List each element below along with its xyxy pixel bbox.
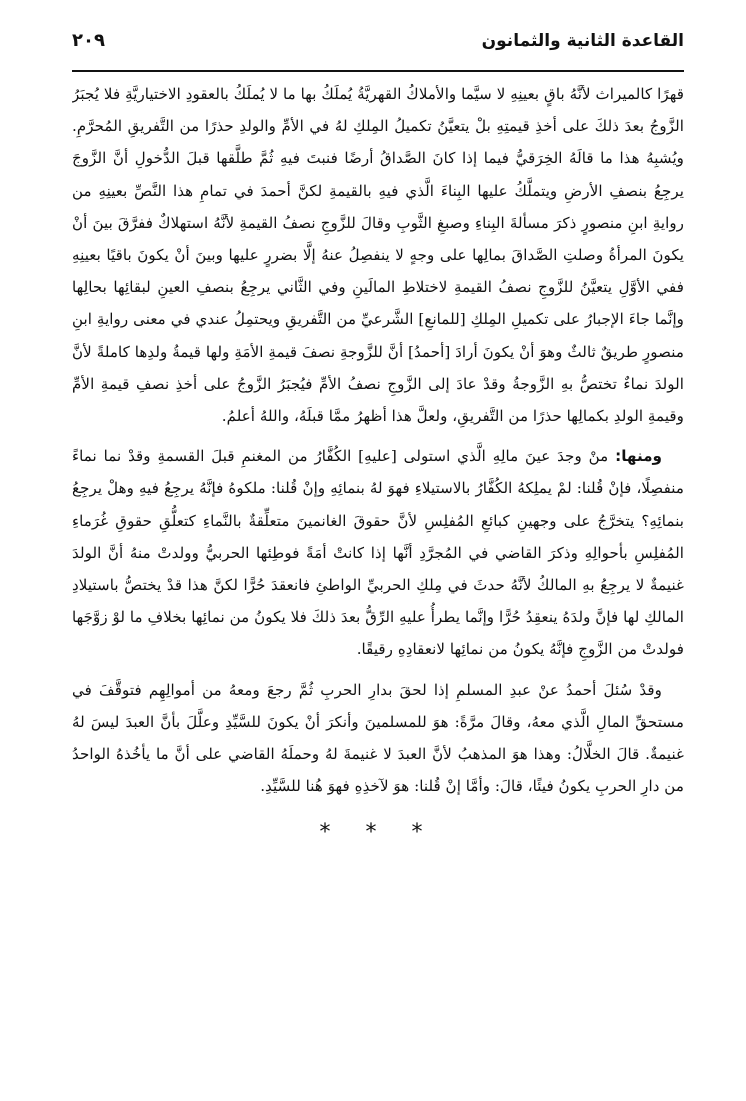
running-header	[72, 30, 684, 70]
chapter-title: القاعدة الثانية والثمانون	[481, 31, 684, 51]
paragraph-gap	[72, 432, 684, 440]
paragraph-3	[72, 674, 684, 803]
header-rule	[72, 70, 684, 72]
paragraph-1-text: قهرًا كالميراث لأنَّهُ باقٍ بعينِهِ لا سيَّما والأملاكُ القهريَّةُ يُملَكُ بها ما لا يُملَكُ بالعقودِ الاختياريَّةِ فلا يُجبَرُ الزَّوجُ بعدَ ذلكَ على أخذِ قيمتِهِ بلْ يتعيَّنُ تكميلُ المِلكِ لهُ في الأمِّ والولدِ حذرًا من التَّفريقِ المُحرَّمِ. ويُشبِهُ هذا ما قالَهُ الخِرَقيُّ فيما إذا كانَ الصَّداقُ أرضًا فنبتَ فيهِ ثُمَّ طلَّقها قبلَ الدُّخولِ أنَّ الزَّوجَ يرجِعُ بنصفِ الأرضِ ويتملَّكُ عليها البِناءَ الَّذي فيهِ بالقيمةِ لكنَّ أحمدَ في تمامِ هذا النَّصِّ بعينِهِ من روايةِ ابنِ منصورٍ ذكرَ مسألةَ البِناءِ وصبغِ الثَّوبِ وقالَ للزَّوجِ نصفُ القيمةِ لأنَّهُ استهلاكٌ ففرَّقَ بينَ أنْ يكونَ المرأةُ وصلتِ الصَّداقَ بمالِها على وجهٍ لا ينفصِلُ عنهُ إلَّا بضررٍ عليها وبينَ أنْ يكونَ باقيًا بعينِهِ ففي الأوَّلِ يتعيَّنُ للزَّوجِ نصفُ القيمةِ لاختلاطِ المالَينِ وفي الثَّاني يرجِعُ بنصفِ العينِ لبقائِها بحالِها وإنَّما جاءَ الإجبارُ على تكميلِ المِلكِ [للمانعِ] الشَّرعيِّ من التَّفريقِ ويحتمِلُ عندي في معنى روايةِ ابنِ منصورٍ طريقٌ ثالثٌ وهوَ أنْ يكونَ أرادَ [أحمدُ] أنَّ للزَّوجةِ نصفَ قيمةِ الأمَةِ ولها قيمةُ ولدِها كاملةً لأنَّ الولدَ نماءٌ تختصُّ بهِ الزَّوجةُ وقدْ عادَ إلى الزَّوجِ نصفُ الأمِّ فيُجبَرُ الزَّوجُ على أخذِ نصفِ قيمةِ الأمِّ وقيمةِ الولدِ بكمالِها حذرًا من التَّفريقِ، ولعلَّ هذا أظهرُ ممَّا قبلَهُ، واللهُ أعلمُ.	[72, 85, 684, 426]
paragraph-2	[72, 440, 684, 665]
paragraph-2-lead: ومنها:	[615, 447, 663, 466]
body-text	[72, 78, 684, 802]
section-divider: * * *	[319, 820, 437, 846]
book-page	[72, 30, 684, 1070]
paragraph-2-text: منْ وجدَ عينَ مالِهِ الَّذي استولى [عليهِ] الكُفَّارُ من المغنمِ قبلَ القسمةِ وقدْ نما نماءً منفصِلًا، فإنْ قُلنا: لمْ يملِكهُ الكُفَّارُ بالاستيلاءِ فهوَ لهُ بنمائِهِ وإنْ قُلنا: ملكوهُ فإنَّهُ يرجِعُ فيهِ وهلْ يرجِعُ بنمائِهِ؟ يتخرَّجُ على وجهينِ كبائعِ المُفلِسِ لأنَّ حقوقَ الغانمينَ متعلِّقةٌ بالنَّماءِ كتعلُّقِ حقوقِ غُرَماءِ المُفلِسِ بأحوالِهِ وذكرَ القاضي في المُجرَّدِ أنَّها إذا كانتْ أمَةً فوطِئها الحربيُّ وولدتْ منهُ أنَّ الولدَ غنيمةٌ لا يرجِعُ بهِ المالكُ لأنَّهُ حدثَ في مِلكِ الحربيِّ الواطئِ فانعقدَ حُرًّا لكنَّ هذا قدْ يختصُّ باستيلادِ المالكِ لها فإنَّ ولدَهُ ينعقِدُ حُرًّا وإنَّما يطرأُ عليهِ الرِّقُّ بعدَ ذلكَ فلا يكونُ من نمائِها بخلافِ ما لوْ زوَّجَها فولدتْ من الزَّوجِ فإنَّهُ يكونُ من نمائِها لانعقادِهِ رقيقًا.	[72, 447, 684, 659]
paragraph-1	[72, 78, 684, 432]
paragraph-gap	[72, 666, 684, 674]
page-number: ٢٠٩	[72, 30, 105, 51]
paragraph-3-text: وقدْ سُئلَ أحمدُ عنْ عبدِ المسلمِ إذا لحقَ بدارِ الحربِ ثُمَّ رجعَ ومعهُ من أموالِهِم فتوقَّفَ في مستحقِّ المالِ الَّذي معهُ، وقالَ مرَّةً: هوَ للمسلمينَ وأنكرَ أنْ يكونَ للسَّيِّدِ وعلَّلَ بأنَّ العبدَ ليسَ لهُ غنيمةٌ. قالَ الخلَّالُ: وهذا هوَ المذهبُ لأنَّ العبدَ لا غنيمةَ لهُ وحملَهُ القاضي على أنَّ ما يأخُذهُ الواحدُ من دارِ الحربِ يكونُ فيئًا، قالَ: وأمَّا إنْ قُلنا: هوَ لآخذِهِ فهوَ هُنا للسَّيِّدِ.	[72, 680, 684, 796]
